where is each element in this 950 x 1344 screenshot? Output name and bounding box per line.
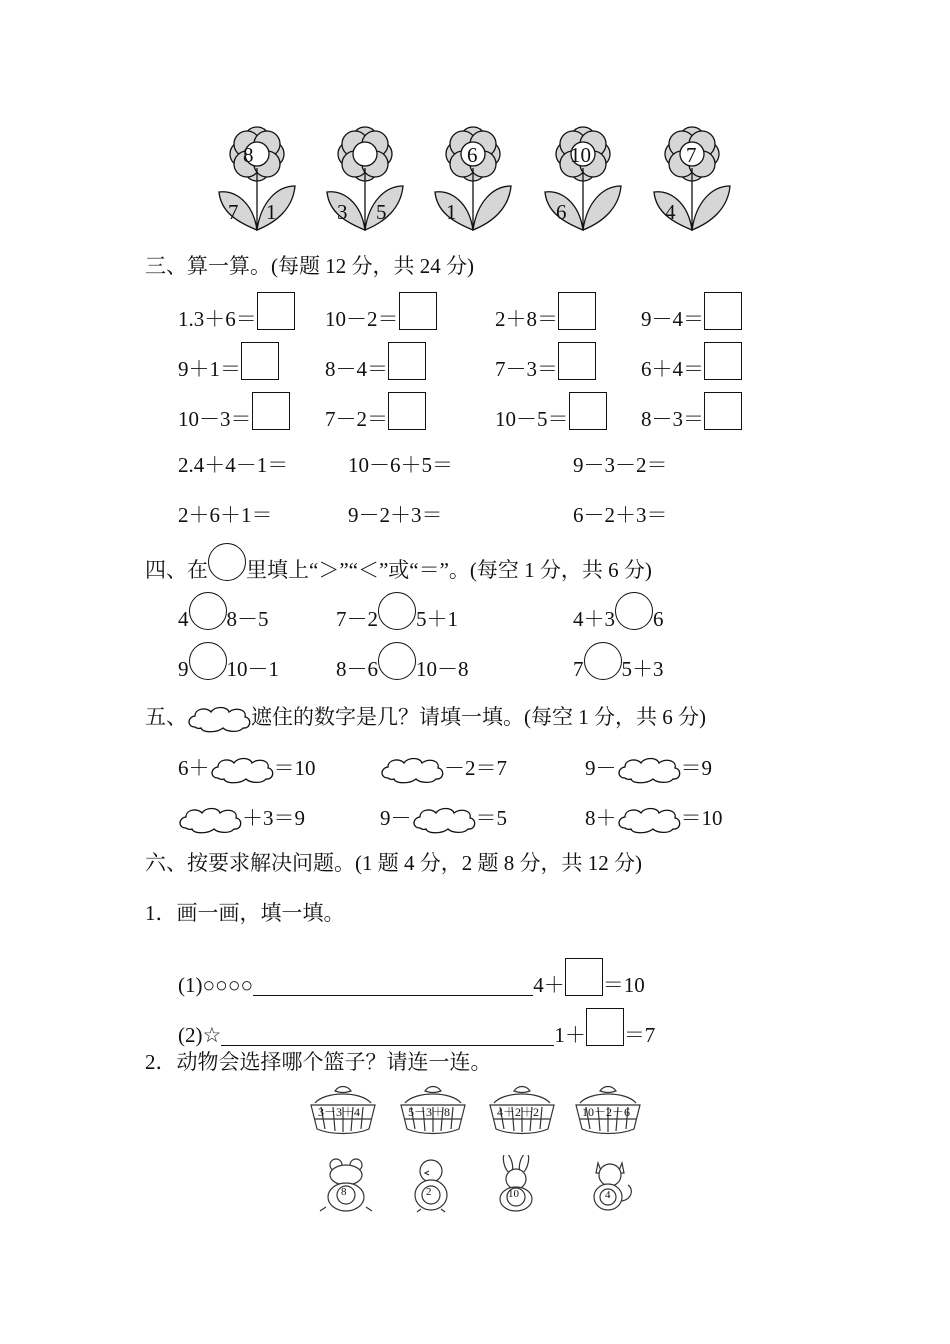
flower-3-top: 6	[467, 143, 478, 167]
flower-5	[652, 122, 732, 232]
cloud-item	[178, 806, 305, 834]
flower-3	[433, 122, 513, 232]
cloud-item	[380, 756, 507, 784]
section-5-title	[145, 705, 706, 733]
calc-expr: 2＋8＝	[495, 307, 558, 331]
basket-label: 4＋2＋2	[497, 1105, 540, 1119]
compare-right: 6	[653, 607, 664, 631]
answer-box[interactable]	[399, 292, 437, 330]
flower-5-left: 4	[665, 200, 676, 224]
cloud-left: 8＋	[585, 805, 617, 830]
q1b-eq-left: 1＋	[554, 1023, 586, 1047]
answer-box[interactable]	[569, 392, 607, 430]
q1a-label: (1)○○○○	[178, 973, 254, 997]
section-3-title: 三、算一算。(每题 12 分，共 24 分)	[145, 254, 474, 278]
compare-circle[interactable]	[189, 642, 227, 680]
cloud-blank[interactable]	[178, 806, 242, 834]
compare-left: 4	[178, 607, 189, 631]
cloud-blank[interactable]	[617, 756, 681, 784]
calc-expr: 9－3－2＝	[573, 453, 668, 477]
draw-line[interactable]	[253, 975, 533, 996]
flower-4	[543, 122, 623, 232]
basket-label: 10－2－6	[582, 1105, 631, 1119]
calc-expr: 10－5＝	[495, 407, 569, 431]
flower-4-top: 10	[570, 143, 591, 167]
compare-item	[178, 642, 279, 680]
cloud-right: ＋3＝9	[242, 805, 305, 830]
compare-circle[interactable]	[615, 592, 653, 630]
calc-row-3	[178, 392, 290, 430]
cloud-icon	[187, 705, 251, 733]
q1a-eq-left: 4＋	[533, 973, 565, 997]
section-4-title	[145, 543, 652, 581]
answer-box[interactable]	[704, 392, 742, 430]
answer-box[interactable]	[558, 342, 596, 380]
compare-circle[interactable]	[584, 642, 622, 680]
calc-row-2	[325, 342, 426, 380]
compare-left: 4＋3	[573, 607, 615, 631]
answer-box[interactable]	[558, 292, 596, 330]
question-1: 1．画一画，填一填。	[145, 901, 345, 925]
draw-line[interactable]	[221, 1025, 554, 1046]
calc-expr: 7－2＝	[325, 407, 388, 431]
basket-label: 5－3＋8	[408, 1105, 451, 1119]
compare-right: 10－8	[416, 657, 469, 681]
flower-2-left: 3	[337, 200, 348, 224]
compare-item	[573, 642, 664, 680]
compare-circle[interactable]	[378, 642, 416, 680]
answer-box[interactable]	[704, 292, 742, 330]
basket-label: 3－3＋4	[318, 1105, 361, 1119]
flower-2-right: 5	[376, 200, 387, 224]
calc-expr: 9－4＝	[641, 307, 704, 331]
cloud-blank[interactable]	[210, 756, 274, 784]
cloud-right: ＝10	[273, 755, 316, 780]
calc-expr: 9＋1＝	[178, 357, 241, 381]
calc-expr: 8－4＝	[325, 357, 388, 381]
cloud-item	[178, 756, 316, 784]
calc-row-2	[495, 342, 596, 380]
answer-box[interactable]	[586, 1008, 624, 1046]
cloud-item	[585, 806, 723, 834]
rabbit-icon[interactable]	[488, 1155, 544, 1213]
frog-icon[interactable]	[318, 1155, 374, 1213]
section-6-title: 六、按要求解决问题。(1 题 4 分，2 题 8 分，共 12 分)	[145, 851, 642, 875]
answer-box[interactable]	[252, 392, 290, 430]
compare-right: 8－5	[226, 607, 269, 631]
calc-expr: 2.4＋4－1＝	[178, 453, 289, 477]
calc-expr: 9－2＋3＝	[348, 503, 443, 527]
calc-row-2	[178, 342, 279, 380]
calc-expr: 7－3＝	[495, 357, 558, 381]
answer-box[interactable]	[241, 342, 279, 380]
animal-number: 2	[426, 1186, 432, 1198]
title-part: 四、在	[145, 558, 208, 582]
question-1a	[178, 958, 645, 996]
animal-number: 4	[605, 1189, 611, 1201]
cloud-right: ＝5	[475, 805, 507, 830]
calc-expr: 1.3＋6＝	[178, 307, 257, 331]
q1a-eq-right: ＝10	[602, 973, 645, 997]
flower-1-right: 1	[266, 200, 277, 224]
animal-number: 10	[508, 1188, 519, 1200]
calc-row-1	[495, 292, 596, 330]
cloud-item	[380, 806, 507, 834]
calc-row-3	[495, 392, 607, 430]
calc-row-3	[641, 392, 742, 430]
calc-expr: 6－2＋3＝	[573, 503, 668, 527]
q1b-eq-right: ＝7	[623, 1023, 656, 1047]
calc-expr: 10－3＝	[178, 407, 252, 431]
flower-4-left: 6	[556, 200, 567, 224]
flower-3-left: 1	[446, 200, 457, 224]
cloud-right: ＝10	[680, 805, 723, 830]
compare-item	[573, 592, 664, 630]
compare-left: 9	[178, 657, 189, 681]
compare-circle[interactable]	[378, 592, 416, 630]
calc-expr: 8－3＝	[641, 407, 704, 431]
compare-item	[336, 592, 458, 630]
compare-item	[178, 592, 269, 630]
question-2: 2．动物会选择哪个篮子？请连一连。	[145, 1050, 492, 1074]
compare-circle[interactable]	[189, 592, 227, 630]
cat-icon[interactable]	[582, 1155, 638, 1213]
calc-row-3	[325, 392, 426, 430]
cloud-left: 9－	[585, 755, 617, 780]
answer-box[interactable]	[388, 342, 426, 380]
cloud-right: －2＝7	[444, 755, 507, 780]
chick-icon[interactable]	[403, 1155, 459, 1213]
title-part: 遮住的数字是几？请填一填。(每空 1 分，共 6 分)	[251, 704, 706, 729]
calc-expr: 6＋4＝	[641, 357, 704, 381]
q1b-label: (2)☆	[178, 1023, 222, 1047]
title-part: 里填上“＞”“＜”或“＝”。(每空 1 分，共 6 分)	[246, 558, 652, 582]
title-part: 五、	[145, 704, 187, 729]
animal-number: 8	[341, 1186, 347, 1198]
flower-5-top: 7	[686, 143, 697, 167]
answer-box[interactable]	[257, 292, 295, 330]
question-1b	[178, 1008, 655, 1046]
calc-row-2	[641, 342, 742, 380]
compare-right: 10－1	[226, 657, 279, 681]
compare-left: 8－6	[336, 657, 378, 681]
compare-item	[336, 642, 469, 680]
answer-box[interactable]	[565, 958, 603, 996]
cloud-item	[585, 756, 712, 784]
compare-right: 5＋3	[621, 657, 664, 681]
compare-right: 5＋1	[416, 607, 458, 631]
calc-row-1	[641, 292, 742, 330]
calc-expr: 2＋6＋1＝	[178, 503, 273, 527]
calc-expr: 10－2＝	[325, 307, 399, 331]
calc-row-1	[325, 292, 437, 330]
cloud-blank[interactable]	[380, 756, 444, 784]
cloud-right: ＝9	[680, 755, 712, 780]
calc-expr: 10－6＋5＝	[348, 453, 453, 477]
compare-left: 7－2	[336, 607, 378, 631]
answer-box[interactable]	[388, 392, 426, 430]
calc-row-1	[178, 292, 295, 330]
cloud-left: 6＋	[178, 755, 210, 780]
flower-1-top: 8	[243, 143, 254, 167]
cloud-blank[interactable]	[617, 806, 681, 834]
cloud-blank[interactable]	[412, 806, 476, 834]
compare-left: 7	[573, 657, 584, 681]
flower-1-left: 7	[228, 200, 239, 224]
answer-box[interactable]	[704, 342, 742, 380]
circle-icon	[208, 543, 246, 581]
cloud-left: 9－	[380, 805, 412, 830]
